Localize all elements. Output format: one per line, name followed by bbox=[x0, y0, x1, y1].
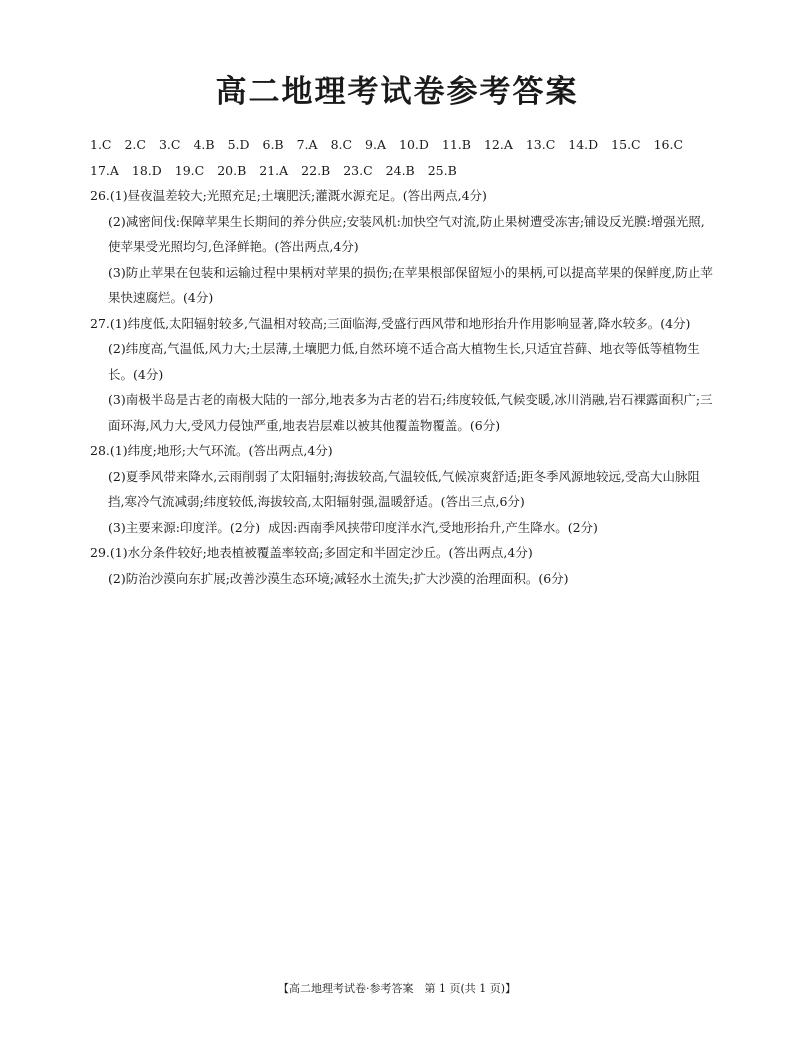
mc-answer: 8.C bbox=[330, 137, 353, 152]
mc-answer: 7.A bbox=[296, 137, 318, 152]
question-28-part-3: (3)主要来源:印度洋。(2分) 成因:西南季风挟带印度洋水汽,受地形抬升,产生降水。(2分) bbox=[108, 519, 598, 535]
question-29-part-2: (2)防治沙漠向东扩展;改善沙漠生态环境;减轻水土流失;扩大沙漠的治理面积。(6分) bbox=[108, 570, 569, 586]
multiple-choice-row-2 bbox=[90, 158, 715, 184]
question-26-part-1: 26.(1)昼夜温差较大;光照充足;土壤肥沃;灌溉水源充足。(答出两点,4分) bbox=[90, 188, 487, 203]
mc-answer: 12.A bbox=[483, 137, 513, 152]
mc-answer: 18.D bbox=[131, 162, 162, 178]
question-27-part-1: 27.(1)纬度低,太阳辐射较多,气温相对较高;三面临海,受盛行西风带和地形抬升作用影响显著,降水较多。(4分) bbox=[90, 315, 691, 331]
question-28-part-1: 28.(1)纬度;地形;大气环流。(答出两点,4分) bbox=[90, 443, 333, 458]
mc-answer: 5.D bbox=[227, 137, 250, 152]
question-27-part-3: (3)南极半岛是古老的南极大陆的一部分,地表多为古老的岩石;纬度较低,气候变暖,冰川消融,岩石裸露面积广;三面环海,风力大,受风力侵蚀严重,地表岩层难以被其他覆盖物覆盖。(6分) bbox=[108, 392, 713, 433]
mc-answer: 21.A bbox=[259, 162, 289, 178]
question-27-part-2: (2)纬度高,气温低,风力大;土层薄,土壤肥力低,自然环境不适合高大植物生长,只适宜苔藓、地衣等低等植物生长。(4分) bbox=[108, 341, 700, 382]
mc-answer: 13.C bbox=[525, 137, 556, 152]
mc-answer: 23.C bbox=[343, 162, 373, 178]
mc-answer: 6.B bbox=[262, 137, 284, 152]
mc-answer: 25.B bbox=[427, 162, 457, 178]
page-footer: 【高二地理考试卷·参考答案 第 1 页(共 1 页)】 bbox=[277, 982, 517, 995]
question-26-part-3: (3)防止苹果在包装和运输过程中果柄对苹果的损伤;在苹果根部保留短小的果柄,可以提高苹果的保鲜度,防止苹果快速腐烂。(4分) bbox=[108, 264, 713, 305]
mc-answer: 15.C bbox=[611, 137, 641, 152]
question-26-part-2: (2)减密间伐:保障苹果生长期间的养分供应;安装风机:加快空气对流,防止果树遭受冻害;铺设反光膜:增强光照,使苹果受光照均匀,色泽鲜艳。(答出两点,4分) bbox=[108, 213, 705, 254]
question-29-part-1: 29.(1)水分条件较好;地表植被覆盖率较高;多固定和半固定沙丘。(答出两点,4分) bbox=[90, 545, 533, 560]
mc-answer: 24.B bbox=[385, 162, 415, 178]
mc-answer: 19.C bbox=[174, 162, 205, 178]
question-28-part-2: (2)夏季风带来降水,云雨削弱了太阳辐射;海拔较高,气温较低,气候凉爽舒适;距冬季风源地较远,受高大山脉阻挡,寒冷气流减弱;纬度较低,海拔较高,太阳辐射强,温暖舒适。(答出三点,6分) bbox=[108, 468, 701, 509]
mc-answer: 16.C bbox=[653, 137, 684, 152]
answer-content bbox=[90, 132, 715, 591]
page-title: 高二地理考试卷参考答案 bbox=[215, 74, 579, 110]
mc-answer: 20.B bbox=[217, 162, 247, 178]
multiple-choice-row-1 bbox=[90, 132, 715, 158]
mc-answer: 17.A bbox=[90, 162, 119, 178]
mc-answer: 14.D bbox=[568, 137, 599, 152]
mc-answer: 22.B bbox=[301, 162, 331, 178]
mc-answer: 10.D bbox=[399, 137, 429, 152]
mc-answer: 9.A bbox=[365, 137, 387, 152]
mc-answer: 2.C bbox=[124, 137, 146, 152]
mc-answer: 4.B bbox=[193, 137, 215, 152]
mc-answer: 1.C bbox=[90, 137, 112, 152]
mc-answer: 3.C bbox=[158, 137, 181, 152]
mc-answer: 11.B bbox=[441, 137, 471, 152]
